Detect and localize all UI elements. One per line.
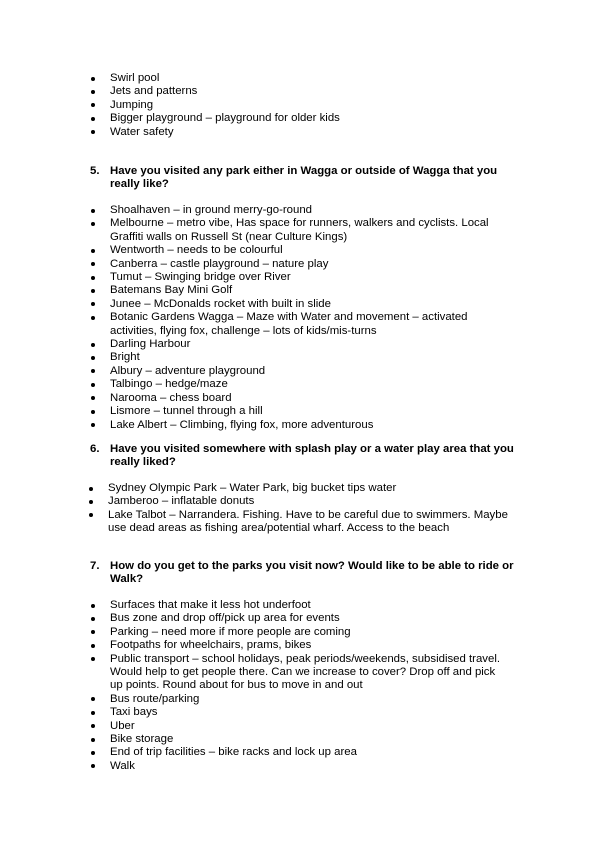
bullet-icon: [91, 222, 95, 226]
list-item: Footpaths for wheelchairs, prams, bikes: [90, 639, 510, 652]
list-item: Bigger playground – playground for older kids: [90, 112, 510, 125]
list-item: Bike storage: [90, 733, 510, 746]
bullet-icon: [91, 644, 95, 648]
list-item: Batemans Bay Mini Golf: [90, 284, 510, 297]
bullet-icon: [91, 383, 95, 387]
bullet-icon: [91, 103, 95, 107]
bullet-icon: [91, 262, 95, 266]
bullet-icon: [91, 369, 95, 373]
bullet-list-top: [90, 72, 510, 139]
list-item: Water safety: [90, 126, 510, 139]
bullet-icon: [91, 751, 95, 755]
list-item: Lake Albert – Climbing, flying fox, more adventurous: [90, 419, 510, 432]
bullet-icon: [91, 423, 95, 427]
question-text: How do you get to the parks you visit now? Would like to be able to ride or Walk?: [110, 560, 514, 586]
question-number: 5.: [90, 165, 100, 177]
question-6-heading: [90, 443, 520, 470]
bullet-icon: [91, 90, 95, 94]
bullet-icon: [91, 343, 95, 347]
bullet-icon: [91, 316, 95, 320]
list-item: Surfaces that make it less hot underfoot: [90, 599, 510, 612]
bullet-icon: [91, 356, 95, 360]
list-item: Parking – need more if more people are coming: [90, 626, 510, 639]
question-text: Have you visited somewhere with splash play or a water play area that you really liked?: [110, 443, 514, 469]
bullet-icon: [91, 697, 95, 701]
list-item: Darling Harbour: [90, 338, 510, 351]
list-item: Lake Talbot – Narrandera. Fishing. Have to be careful due to swimmers. Maybe use dead areas as fishing area/potential wharf. Access to the beach: [88, 509, 508, 536]
question-7-heading: [90, 560, 520, 587]
bullet-icon: [91, 630, 95, 634]
list-item: Albury – adventure playground: [90, 365, 510, 378]
bullet-icon: [91, 604, 95, 608]
bullet-icon: [91, 617, 95, 621]
bullet-icon: [91, 249, 95, 253]
list-item: Talbingo – hedge/maze: [90, 378, 510, 391]
list-item: Canberra – castle playground – nature play: [90, 258, 510, 271]
list-item: Tumut – Swinging bridge over River: [90, 271, 510, 284]
bullet-icon: [89, 500, 93, 504]
answers-list-q5: [90, 204, 510, 432]
list-item: Narooma – chess board: [90, 392, 510, 405]
list-item: Bus zone and drop off/pick up area for events: [90, 612, 510, 625]
answers-list-q6: [88, 482, 508, 536]
list-item: Bright: [90, 351, 510, 364]
question-text: Have you visited any park either in Wagga or outside of Wagga that you really like?: [110, 165, 498, 191]
list-item: Public transport – school holidays, peak periods/weekends, subsidised travel. Would help to get people there. Can we increase to cover? Drop off and pick up points. Round about for bus to move in and out: [90, 653, 510, 693]
list-item: Swirl pool: [90, 72, 510, 85]
bullet-icon: [89, 487, 93, 491]
list-item: End of trip facilities – bike racks and lock up area: [90, 746, 510, 759]
question-5-heading: [90, 165, 520, 192]
bullet-icon: [91, 289, 95, 293]
list-item: Jets and patterns: [90, 85, 510, 98]
bullet-icon: [91, 130, 95, 134]
list-item: Jamberoo – inflatable donuts: [88, 495, 508, 508]
bullet-icon: [91, 410, 95, 414]
bullet-icon: [91, 764, 95, 768]
bullet-icon: [91, 724, 95, 728]
list-item: Walk: [90, 760, 510, 773]
bullet-icon: [91, 276, 95, 280]
bullet-icon: [91, 77, 95, 81]
list-item: Sydney Olympic Park – Water Park, big bucket tips water: [88, 482, 508, 495]
list-item: Taxi bays: [90, 706, 510, 719]
bullet-icon: [91, 209, 95, 213]
bullet-icon: [89, 513, 93, 517]
list-item: Lismore – tunnel through a hill: [90, 405, 510, 418]
bullet-icon: [91, 396, 95, 400]
bullet-icon: [91, 657, 95, 661]
list-item: Wentworth – needs to be colourful: [90, 244, 510, 257]
list-item: Shoalhaven – in ground merry-go-round: [90, 204, 510, 217]
bullet-icon: [91, 738, 95, 742]
answers-list-q7: [90, 599, 510, 773]
bullet-icon: [91, 302, 95, 306]
list-item: Uber: [90, 720, 510, 733]
bullet-icon: [91, 711, 95, 715]
list-item: Botanic Gardens Wagga – Maze with Water and movement – activated activities, flying fox, challenge – lots of kids/mis-turns: [90, 311, 510, 338]
list-item: Bus route/parking: [90, 693, 510, 706]
list-item: Jumping: [90, 99, 510, 112]
list-item: Junee – McDonalds rocket with built in slide: [90, 298, 510, 311]
bullet-icon: [91, 117, 95, 121]
question-number: 6.: [90, 443, 100, 455]
question-number: 7.: [90, 560, 100, 572]
list-item: Melbourne – metro vibe, Has space for runners, walkers and cyclists. Local Graffiti walls on Russell St (near Culture Kings): [90, 217, 510, 244]
